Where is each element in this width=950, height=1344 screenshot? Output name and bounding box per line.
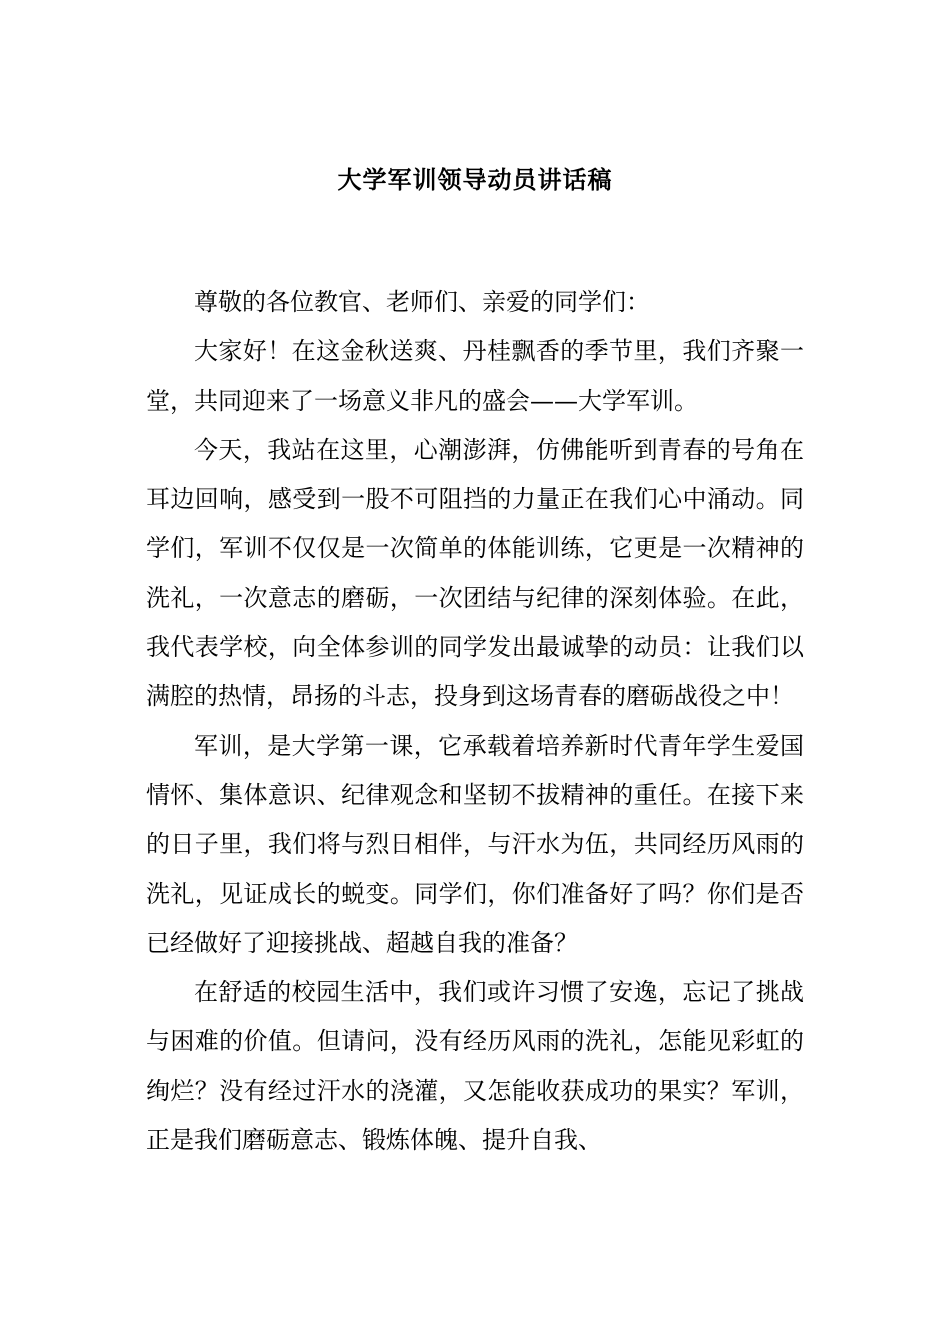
- paragraph-greeting: 大家好！在这金秋送爽、丹桂飘香的季节里，我们齐聚一堂，共同迎来了一场意义非凡的盛会——大学军训。: [146, 337, 804, 415]
- paragraph-first-lesson: 军训，是大学第一课，它承载着培养新时代青年学生爱国情怀、集体意识、纪律观念和坚韧不拔精神的重任。在接下来的日子里，我们将与烈日相伴，与汗水为伍，共同经历风雨的洗礼，见证成长的蜕变。同学们，你们准备好了吗？你们是否已经做好了迎接挑战、超越自我的准备？: [146, 731, 804, 957]
- paragraph-salutation: 尊敬的各位教官、老师们、亲爱的同学们：: [194, 288, 650, 316]
- paragraph-challenge: 在舒适的校园生活中，我们或许习惯了安逸，忘记了挑战与困难的价值。但请问，没有经历风雨的洗礼，怎能见彩虹的绚烂？没有经过汗水的浇灌，又怎能收获成功的果实？军训，正是我们磨砺意志、锻炼体魄、提升自我、: [146, 978, 804, 1155]
- document-body: [146, 278, 804, 1165]
- paragraph-opening: 今天，我站在这里，心潮澎湃，仿佛能听到青春的号角在耳边回响，感受到一股不可阻挡的力量正在我们心中涌动。同学们，军训不仅仅是一次简单的体能训练，它更是一次精神的洗礼，一次意志的磨砺，一次团结与纪律的深刻体验。在此，我代表学校，向全体参训的同学发出最诚挚的动员：让我们以满腔的热情，昂扬的斗志，投身到这场青春的磨砺战役之中！: [146, 435, 804, 711]
- document-title: 大学军训领导动员讲话稿: [337, 166, 613, 194]
